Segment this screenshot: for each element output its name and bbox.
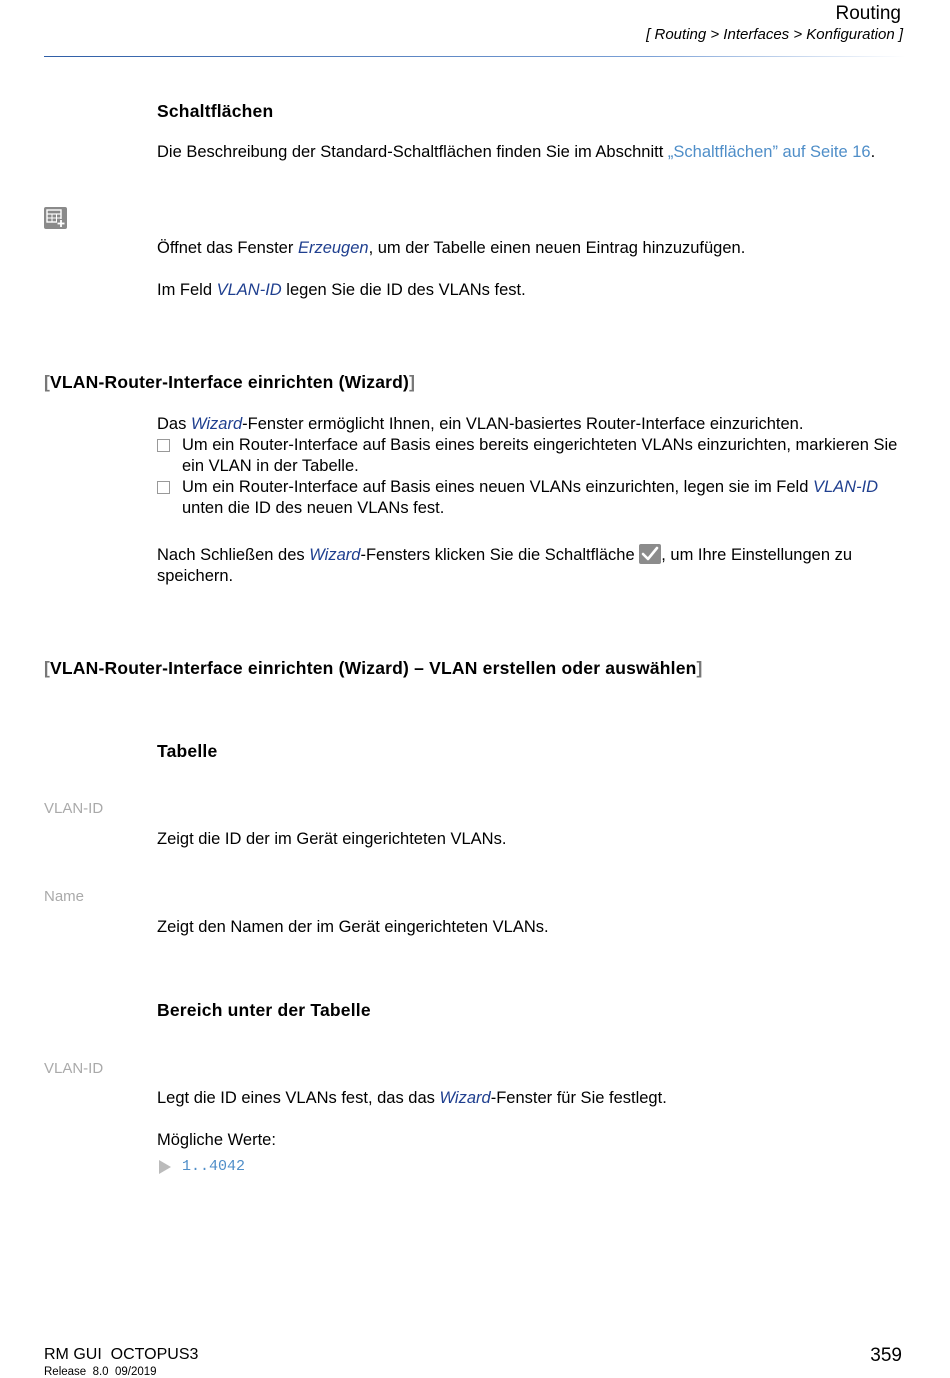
heading-text: VLAN-Router-Interface einrichten (Wizard) xyxy=(50,372,410,392)
checkmark-icon xyxy=(639,544,661,564)
page-number: 359 xyxy=(870,1345,902,1366)
section-heading-below-table: Bereich unter der Tabelle xyxy=(157,1000,371,1020)
add-table-entry-icon xyxy=(44,207,67,229)
possible-values-label: Mögliche Werte: xyxy=(157,1131,276,1149)
text: Im Feld xyxy=(157,281,217,299)
wizard-intro-line xyxy=(157,414,905,435)
text: unten die ID des neuen VLANs fest. xyxy=(182,499,445,517)
section-heading-wizard xyxy=(44,372,415,393)
field-label-vlan-id: VLAN-ID xyxy=(44,800,104,817)
section-heading-wizard-vlan xyxy=(44,658,703,679)
wizard-intro xyxy=(157,414,905,519)
term-vlan-id: VLAN-ID xyxy=(216,281,282,299)
bracket-open: [ xyxy=(44,658,51,678)
add-description-1 xyxy=(157,238,745,259)
footer-doc-title: RM GUI OCTOPUS3 xyxy=(44,1346,199,1363)
text: , um der Tabelle einen neuen Eintrag hinzuzufügen. xyxy=(368,239,746,257)
field-label-vlan-id: VLAN-ID xyxy=(44,1060,104,1077)
text: -Fenster ermöglicht Ihnen, ein VLAN-basiertes Router-Interface einzurichten. xyxy=(242,415,804,433)
header-rule xyxy=(44,56,906,57)
field-label-name: Name xyxy=(44,888,85,905)
buttons-description xyxy=(157,142,875,163)
section-heading-table: Tabelle xyxy=(157,741,218,761)
checkmark-icon-graphic xyxy=(639,544,661,564)
term-wizard: Wizard xyxy=(190,415,243,433)
add-table-entry-icon-graphic xyxy=(44,207,67,229)
link-schaltflaechen[interactable]: „Schaltflächen” auf Seite 16 xyxy=(667,143,871,161)
bracket-close: ] xyxy=(696,658,703,678)
text: Nach Schließen des xyxy=(157,546,310,564)
term-wizard: Wizard xyxy=(309,546,361,564)
header-title: Routing xyxy=(835,3,901,24)
field-description-vlan-id xyxy=(157,1088,667,1109)
heading-text: VLAN-Router-Interface einrichten (Wizard) – VLAN erstellen oder auswählen xyxy=(50,658,697,678)
bullet-text xyxy=(182,477,905,519)
text: -Fenster für Sie festlegt. xyxy=(490,1089,667,1107)
triangle-bullet-icon xyxy=(159,1160,171,1174)
add-description-2 xyxy=(157,280,526,301)
bullet-text: Um ein Router-Interface auf Basis eines bereits eingerichteten VLANs einzurichten, markieren Sie ein VLAN in der Tabelle. xyxy=(182,436,898,475)
term-wizard: Wizard xyxy=(439,1089,491,1107)
value-range: 1..4042 xyxy=(182,1158,246,1175)
list-item xyxy=(157,435,905,477)
field-description-vlan-id: Zeigt die ID der im Gerät eingerichteten VLANs. xyxy=(157,830,507,848)
bracket-close: ] xyxy=(409,372,416,392)
text: legen Sie die ID des VLANs fest. xyxy=(281,281,526,299)
bullet-icon xyxy=(157,439,170,452)
text: Um ein Router-Interface auf Basis eines neuen VLANs einzurichten, legen sie im Feld xyxy=(182,478,813,496)
field-description-name: Zeigt den Namen der im Gerät eingerichteten VLANs. xyxy=(157,918,549,936)
text: Öffnet das Fenster xyxy=(157,239,298,257)
text: Die Beschreibung der Standard-Schaltflächen finden Sie im Abschnitt xyxy=(157,143,668,161)
term-erzeugen: Erzeugen xyxy=(297,239,369,257)
section-heading-buttons: Schaltflächen xyxy=(157,101,274,121)
text: Legt die ID eines VLANs fest, das das xyxy=(157,1089,440,1107)
bracket-open: [ xyxy=(44,372,51,392)
footer-release: Release 8.0 09/2019 xyxy=(44,1366,157,1378)
list-item xyxy=(157,477,905,519)
text: -Fensters klicken Sie die Schaltfläche xyxy=(360,546,640,564)
text: . xyxy=(870,143,876,161)
possible-value-item xyxy=(159,1158,245,1175)
breadcrumb: [ Routing > Interfaces > Konfiguration ] xyxy=(646,26,903,43)
text: , um Ihre Einstellungen zu speichern. xyxy=(157,546,853,585)
bullet-icon xyxy=(157,481,170,494)
term-vlan-id: VLAN-ID xyxy=(813,478,879,496)
text: Das xyxy=(157,415,191,433)
wizard-close-note xyxy=(157,544,897,587)
